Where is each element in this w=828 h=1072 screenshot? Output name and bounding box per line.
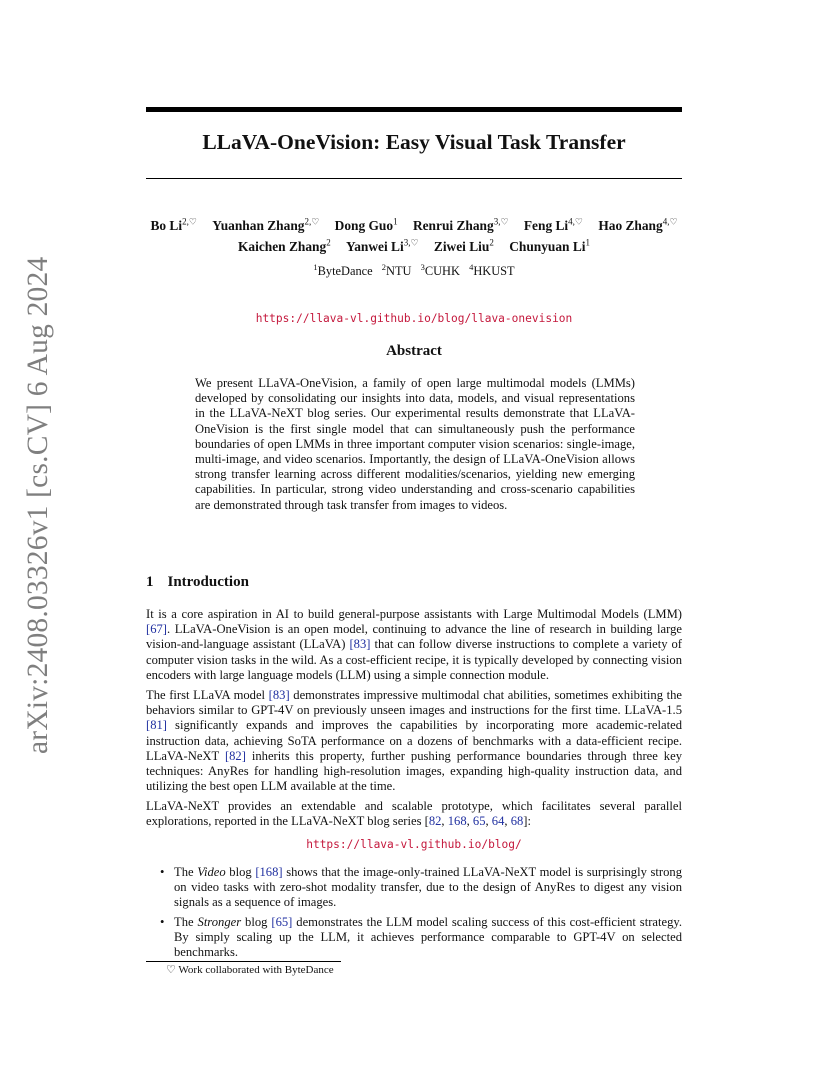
blog-url-link[interactable]: https://llava-vl.github.io/blog/: [306, 838, 522, 851]
author: Ziwei Liu$^2$: [433, 237, 494, 254]
citation-link[interactable]: 64: [491, 814, 505, 829]
author-list: [120, 214, 708, 255]
paragraph-text: It is a core aspiration in AI to build general-purpose assistants with Large Multimodal Models (LMM) [67]. LLaVA-OneVision is an open model, continuing to advance the line of research in building large vision-and-language assistant (LLaVA) [83] that can follow diverse instructions to complete a variety of computer vision tasks in the wild. As a cost-efficient recipe, it is typically developed by connecting vision encoders with large language models (LLM) using a simple connection module.: [146, 607, 683, 682]
paragraph-text: LLaVA-NeXT provides an extendable and scalable prototype, which facilitates several parallel explorations, reported in the LLaVA-NeXT blog series [82, 168, 65, 64, 68]:: [146, 799, 682, 829]
citation-link[interactable]: [83]: [268, 688, 290, 702]
citation-link[interactable]: [168]: [255, 865, 283, 879]
bullet-icon: •: [160, 914, 165, 929]
author: Renrui Zhang$^{3,♡}$: [412, 217, 509, 234]
affiliation: $^1$ByteDance: [313, 262, 373, 279]
section-title: Introduction: [167, 574, 249, 590]
author: Hao Zhang$^{4,♡}$: [598, 217, 678, 234]
affiliations: [146, 262, 682, 279]
citation-link[interactable]: 82: [428, 814, 442, 829]
citation-link[interactable]: 65: [472, 814, 486, 829]
intro-paragraph-1: [146, 607, 682, 683]
author: Dong Guo$^1$: [334, 217, 398, 234]
citation-link[interactable]: 168: [447, 814, 467, 829]
list-item: • The Video blog [168] shows that the image-only-trained LLaVA-NeXT model is surprisingly strong on video tasks with zero-shot modality transfer, due to the design of AnyRes to digest any vision signals as a sequence of images.: [160, 865, 683, 910]
citation-link[interactable]: 68: [510, 814, 524, 829]
author: Bo $Li^{2,♡}$: [150, 217, 197, 234]
intro-paragraph-2: [146, 688, 682, 794]
author: Yuanhan Zhang$^{2,♡}$: [212, 217, 320, 234]
arxiv-stamp: arXiv:2408.03326v1 [cs.CV] 6 Aug 2024: [22, 256, 54, 754]
footnote-rule: [146, 961, 341, 962]
abstract-heading: Abstract: [386, 343, 442, 359]
footnote: ♡ Work collaborated with ByteDance: [166, 964, 334, 976]
section-number: 1: [146, 574, 154, 590]
author: Kaichen Zhang$^2$: [238, 237, 331, 254]
author-row-2: [120, 234, 708, 254]
intro-paragraph-3: [146, 799, 682, 829]
blog-series-list: [160, 865, 682, 964]
author: Feng $Li^{4,♡}$: [523, 217, 583, 234]
paper-title: LLaVA-OneVision: Easy Visual Task Transfer: [202, 130, 626, 154]
affiliation: $^4$HKUST: [469, 262, 515, 279]
project-url-link[interactable]: https://llava-vl.github.io/blog/llava-onevision: [255, 312, 573, 325]
section-heading-introduction: [146, 574, 249, 591]
author: Chunyuan Li$^1$: [509, 237, 590, 254]
citation-link[interactable]: [81]: [146, 718, 167, 733]
affiliation: $^3$CUHK: [420, 262, 460, 279]
bullet-icon: •: [160, 865, 165, 879]
citation-link[interactable]: [67]: [146, 622, 167, 637]
title-bottom-rule: [146, 178, 682, 179]
author-row-1: [120, 214, 708, 234]
citation-link[interactable]: [82]: [224, 748, 246, 763]
list-item: • The Stronger blog [65] demonstrates the LLM model scaling success of this cost-efficient strategy. By simply scaling up the LLM, it achieves performance comparable to GPT-4V on selected benchmarks.: [160, 914, 682, 960]
abstract-text: We present LLaVA-OneVision, a family of open large multimodal models (LMMs) developed by consolidating our insights into data, models, and visual representations in the LLaVA-NeXT blog series. Our experimental results demonstrate that LLaVA-OneVision is the first single model that can simultaneously push the performance boundaries of open LMMs in three important computer vision scenarios: single-image, multi-image, and video scenarios. Importantly, the design of LLaVA-OneVision allows strong transfer learning across different modalities/scenarios, yielding new emerging capabilities. In particular, strong video understanding and cross-scenario capabilities are demonstrated through task transfer from images to videos.: [195, 376, 635, 512]
affiliation: $^2$NTU: [381, 262, 412, 279]
paragraph-text: The first LLaVA model [83] demonstrates impressive multimodal chat abilities, sometimes exhibiting the behaviors similar to GPT-4V on previously unseen images and instructions for the first time. LLaVA-1.5 [81] significantly expands and improves the capabilities by incorporating more academic-related instruction data, achieving SoTA performance on a dozens of benchmarks with a data-efficient recipe. LLaVA-NeXT [82] inherits this property, further pushing performance boundaries through three key techniques: AnyRes for handling high-resolution images, expanding high-quality instruction data, and utilizing the best open LLM available at the time.: [146, 688, 682, 794]
citation-link[interactable]: [83]: [349, 637, 371, 652]
author: Yanwei $Li^{3,♡}$: [346, 237, 419, 254]
title-top-rule: [146, 107, 682, 112]
citation-link[interactable]: [65]: [271, 914, 293, 929]
